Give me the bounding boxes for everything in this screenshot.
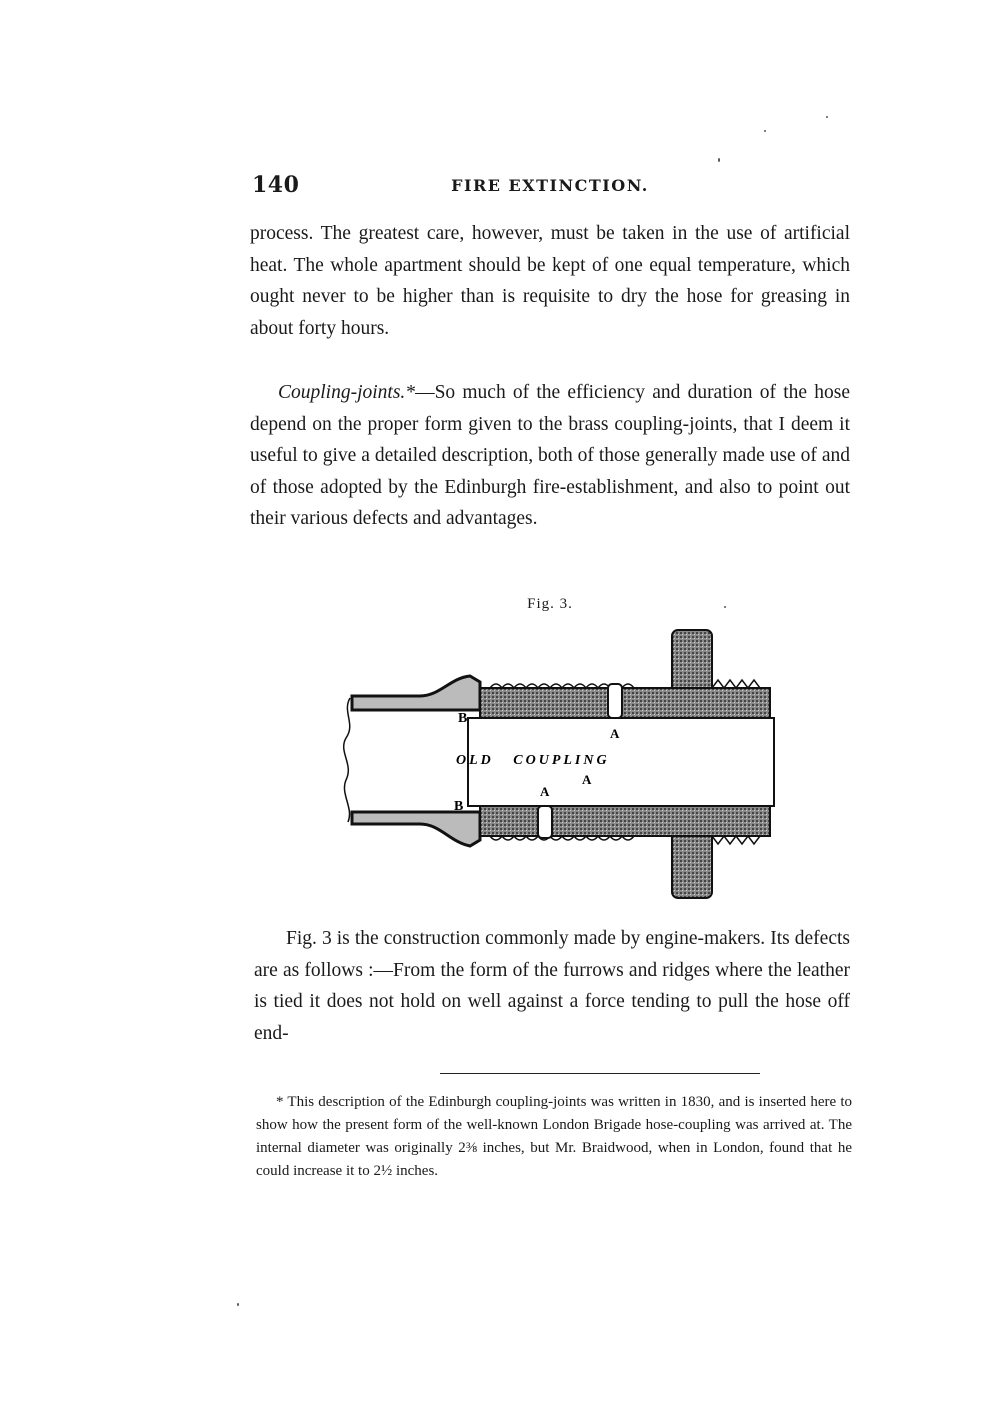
running-head: FIRE EXTINCTION.	[451, 176, 649, 195]
paragraph-2-text: —So much of the efficiency and duration of the hose depend on the proper form given to the brass coupling-joints, that I deem it useful to give a detailed description, both of those generally made use of and of those adopted by the Edinburgh fire-establishment, and also to point out their various defects and advantages.	[250, 382, 850, 529]
label-b-top: B	[458, 711, 468, 726]
scan-speck	[237, 1303, 239, 1306]
label-a-bottom: A	[540, 784, 550, 799]
scan-speck	[764, 130, 766, 132]
label-a-top: A	[610, 726, 620, 741]
figure-inscription: OLD COUPLING	[456, 753, 610, 768]
paragraph-1: process. The greatest care, however, must be taken in the use of artificial heat. The whole apartment should be kept of one equal temperature, which ought never to be higher than is requisite to dry the hose for greasing in about forty hours.	[250, 223, 850, 339]
paragraph-2	[250, 377, 850, 535]
page-number: 140	[252, 172, 300, 198]
pin-top	[608, 684, 622, 718]
scan-speck	[724, 606, 726, 608]
coupling-body-top	[480, 680, 770, 718]
pin-bottom	[538, 806, 552, 838]
label-b-bottom: B	[454, 799, 464, 814]
footnote-rule	[440, 1073, 760, 1074]
coupling-body-bottom	[480, 806, 770, 844]
label-a-middle: A	[582, 772, 592, 787]
scan-speck	[718, 158, 720, 162]
footnote: * This description of the Edinburgh coupling-joints was written in 1830, and is inserted here to show how the present form of the well-known London Brigade hose-coupling was arrived at. The internal diameter was originally 2⅜ inches, but Mr. Braidwood, when in London, found that he could increase it to 2½ inches.	[256, 1094, 852, 1179]
paragraph-3: Fig. 3 is the construction commonly made by engine-makers. Its defects are as follows :—From the form of the furrows and ridges where the leather is tied it does not hold on well against a force tending to pull the hose off end-	[254, 928, 850, 1044]
figure-caption: Fig. 3.	[527, 596, 573, 612]
scan-speck	[826, 116, 828, 118]
run-in-heading: Coupling-joints.*	[278, 382, 416, 403]
coupling-figure	[320, 624, 780, 904]
